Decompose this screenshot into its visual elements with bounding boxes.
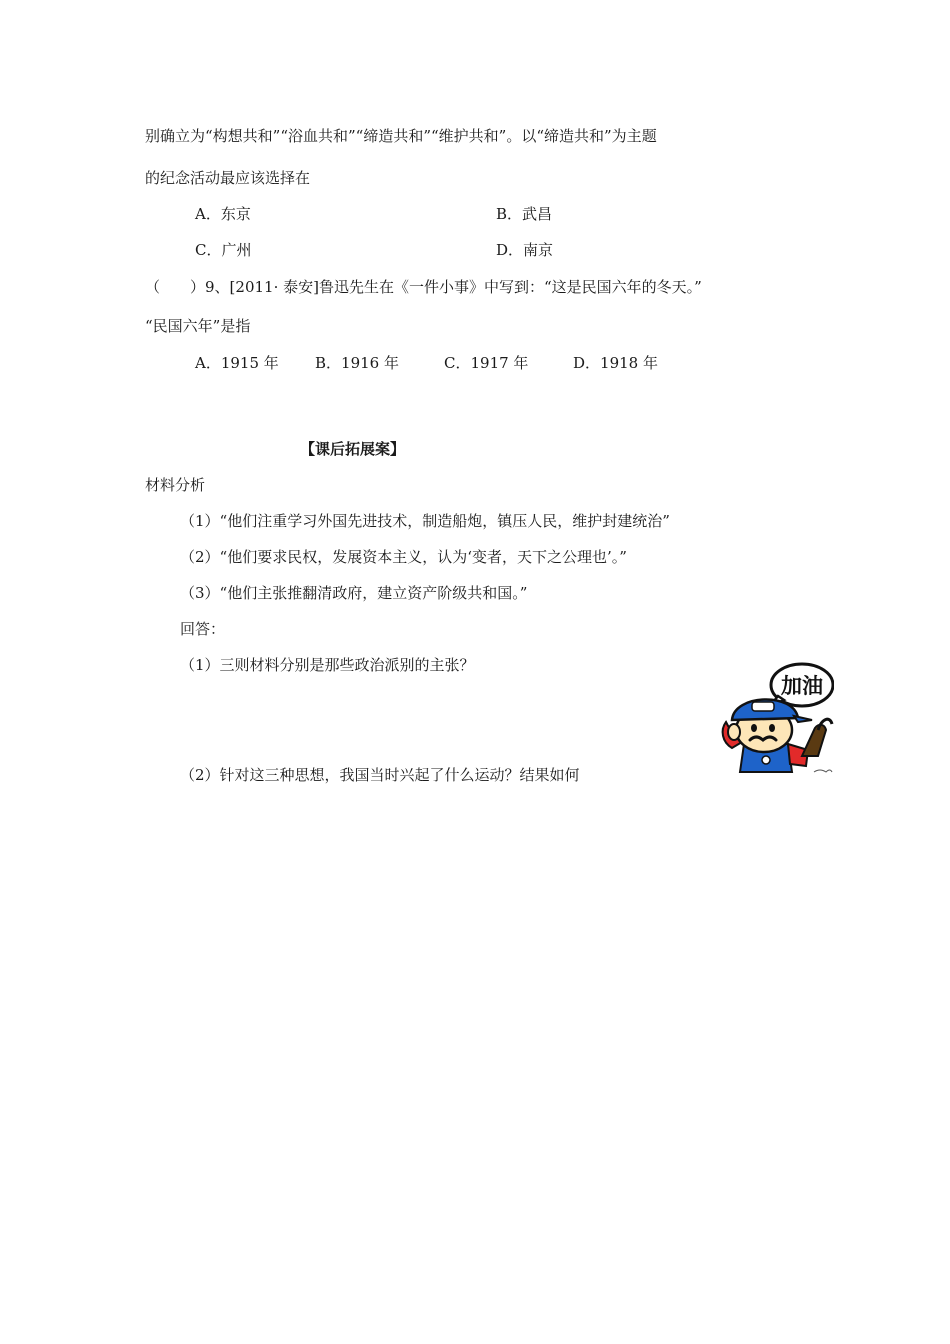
material-1: （1）“他们注重学习外国先进技术，制造船炮，镇压人民，维护封建统治” <box>180 512 670 530</box>
material-2: （2）“他们要求民权，发展资本主义，认为‘变者，天下之公理也’。” <box>180 548 627 566</box>
q8-option-b: B．武昌 <box>496 205 553 223</box>
answer-label: 回答： <box>180 620 226 638</box>
question-2: （2）针对这三种思想，我国当时兴起了什么运动？结果如何 <box>180 766 580 784</box>
q9-option-d: D．1918 年 <box>573 354 658 372</box>
q8-option-d: D．南京 <box>496 241 554 259</box>
q8-option-a: A．东京 <box>195 205 251 223</box>
q9-stem-line1: （ ）9、[2011· 泰安]鲁迅先生在《一件小事》中写到：“这是民国六年的冬天。” <box>145 278 702 296</box>
cartoon-cheer-icon <box>718 660 834 778</box>
q8-option-c: C．广州 <box>195 241 252 259</box>
q8-stem-line2: 的纪念活动最应该选择在 <box>145 169 311 187</box>
material-3: （3）“他们主张推翻清政府，建立资产阶级共和国。” <box>180 584 528 602</box>
q8-stem-line1: 别确立为“构想共和”“浴血共和”“缔造共和”“维护共和”。以“缔造共和”为主题 <box>145 127 657 145</box>
q9-option-b: B．1916 年 <box>315 354 399 372</box>
question-1: （1）三则材料分别是那些政治派别的主张？ <box>180 656 475 674</box>
q9-option-a: A．1915 年 <box>195 354 279 372</box>
q9-option-c: C．1917 年 <box>444 354 529 372</box>
speech-text: 加油 <box>781 674 823 698</box>
section-subtitle: 材料分析 <box>145 476 206 494</box>
q9-stem-line2: “民国六年”是指 <box>145 317 251 335</box>
section-title: 【课后拓展案】 <box>300 440 406 458</box>
